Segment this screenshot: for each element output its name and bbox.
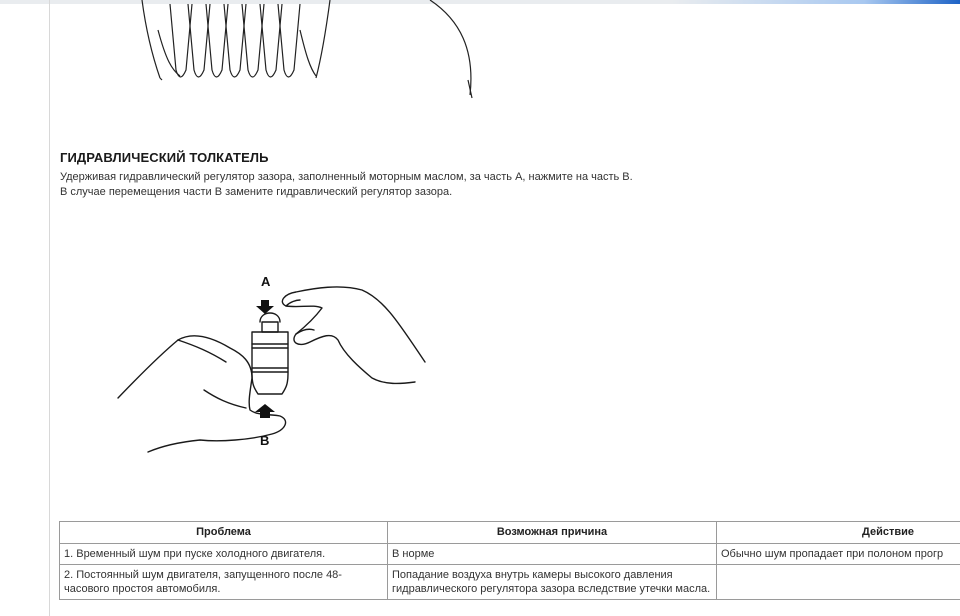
header-cause: Возможная причина xyxy=(388,522,717,544)
label-part-b: B xyxy=(260,433,270,448)
cell-problem: 1. Временный шум при пуске холодного двигателя. xyxy=(60,544,388,565)
cell-cause: В норме xyxy=(388,544,717,565)
arrow-down-icon xyxy=(256,300,274,314)
cell-problem: 2. Постоянный шум двигателя, запущенного после 48-часового простоя автомобиля. xyxy=(60,565,388,600)
cell-cause: Попадание воздуха внутрь камеры высокого давления гидравлического регулятора зазора вследствие утечки масла. xyxy=(388,565,717,600)
instruction-text-2: В случае перемещения части B замените гидравлический регулятор зазора. xyxy=(60,186,453,198)
cell-action xyxy=(717,565,960,600)
arrow-up-icon xyxy=(255,404,275,418)
label-part-a: A xyxy=(261,274,271,289)
hydraulic-lifter-illustration xyxy=(100,270,440,460)
section-title: ГИДРАВЛИЧЕСКИЙ ТОЛКАТЕЛЬ xyxy=(60,150,269,165)
valve-springs-illustration xyxy=(130,0,510,105)
table-row xyxy=(60,565,960,600)
table-row xyxy=(60,544,960,565)
page-left-border xyxy=(49,0,50,616)
table-header-row xyxy=(60,522,960,544)
instruction-text-1: Удерживая гидравлический регулятор зазора, заполненный моторным маслом, за часть A, нажмите на часть B. xyxy=(60,171,633,183)
header-action: Действие xyxy=(717,522,960,544)
cell-action: Обычно шум пропадает при полоном прогр xyxy=(717,544,960,565)
diagnosis-table xyxy=(59,521,960,600)
header-problem: Проблема xyxy=(60,522,388,544)
